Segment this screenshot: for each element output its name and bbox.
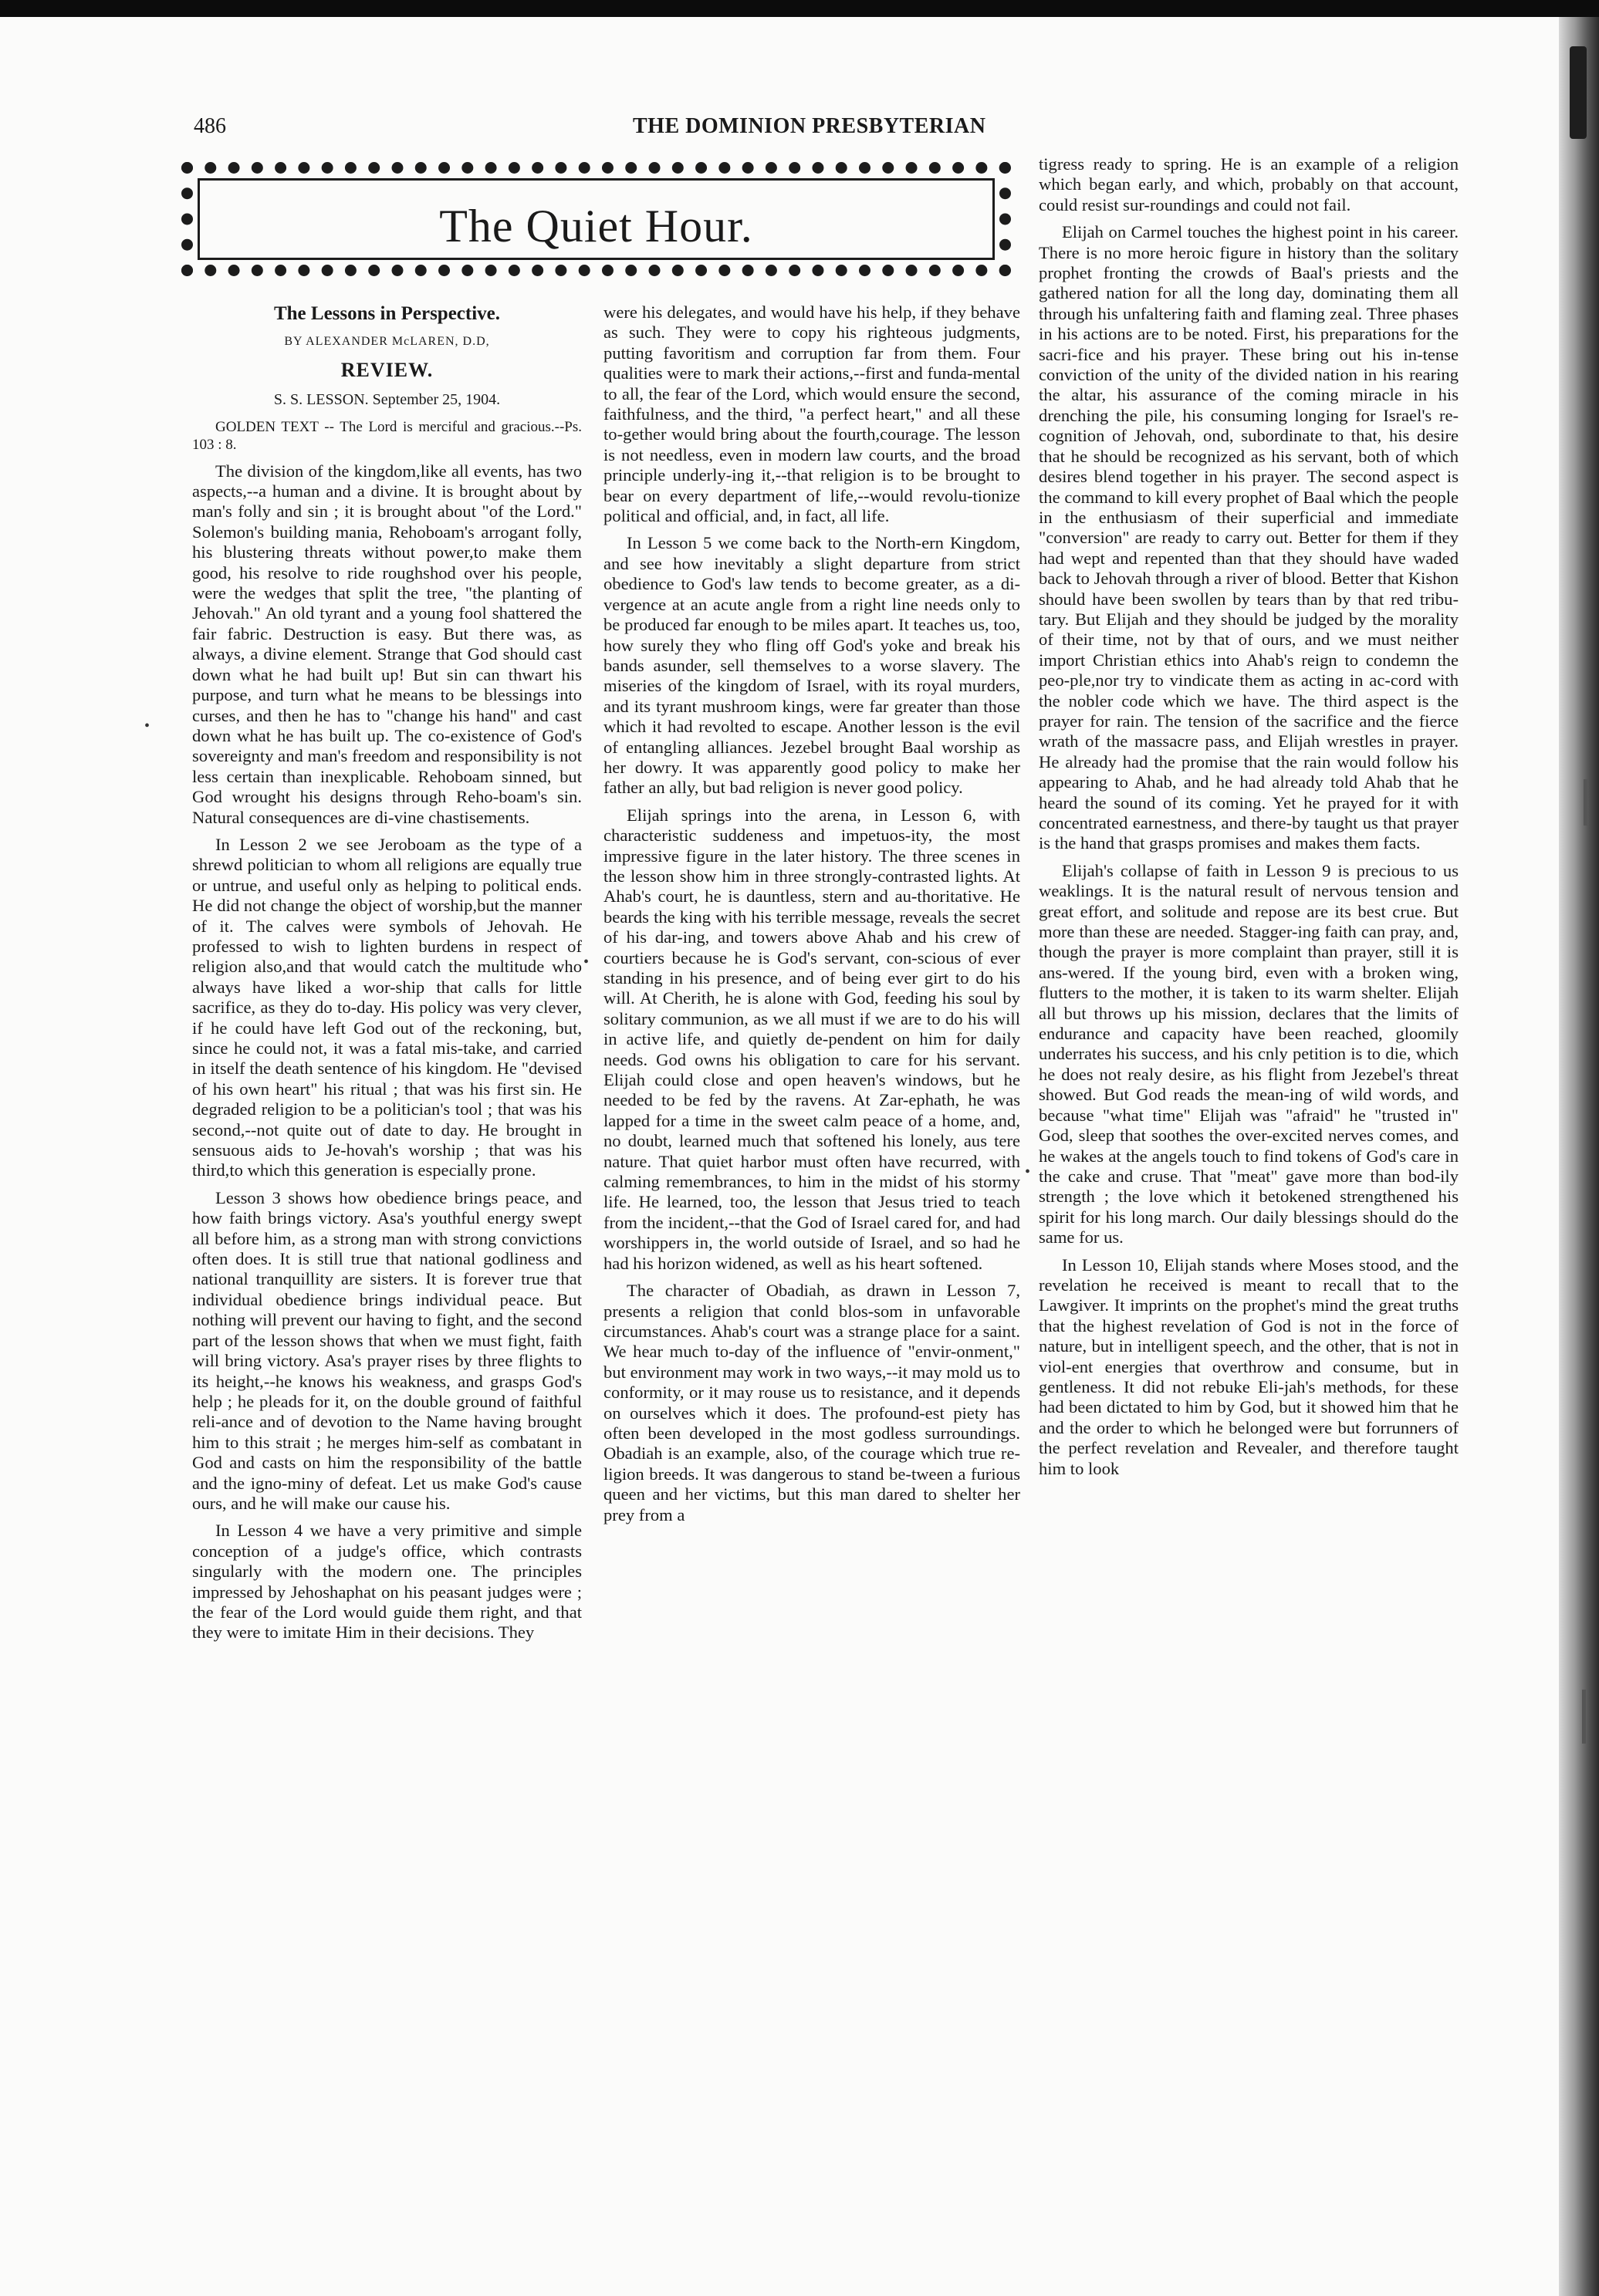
section-title: The Quiet Hour. bbox=[439, 201, 753, 252]
paragraph: Elijah's collapse of faith in Lesson 9 is precious to us weaklings. It is the natural result of nervous tension and great effort, and solitude and repose are its best crue. But more than these are needed. Stagger-ing faith can pray, and, though the prayer is more complaint than prayer, still it is ans-wered. If the young bird, even with a broken wing, flutters to the mother, it is taken to its warm shelter. Elijah all but throws up his mission, declares that the limits of endurance and capacity have been reached, gloomily underrates his success, and his cnly petition is to die, which he does not realy desire, as his flight from Jezebel's threat showed. But God reads the mean-ing of wild words, and because "what time" Elijah was "afraid" he "trusted in" God, sleep that soothes the over-excited nerves comes, and he wakes at the angels touch to find tokens of God's care in the cake and cruse. That "meat" gave more than bod-ily strength ; the love which it betokened strengthened his spirit for his long march. Our daily blessings should do the same for us. bbox=[1039, 860, 1459, 1248]
article-byline: BY ALEXANDER McLAREN, D.D, bbox=[284, 335, 490, 349]
scan-right-edge bbox=[1559, 17, 1599, 2296]
column-right bbox=[1039, 154, 1459, 1486]
scan-edge-speck bbox=[1582, 1690, 1586, 1744]
paragraph: In Lesson 10, Elijah stands where Moses stood, and the revelation he received is meant to recall that to the Lawgiver. It imprints on the prophet's mind the great truths that the highest revelation of God is not in the force of nature, but in intelligent speech, and the other, that is not in viol-ent energies that overthrow and consume, but in gentleness. It did not rebuke Eli-jah's methods, for these had been dictated to him by God, but it showed him that he and the order to which he belonged were but forrunners of the perfect revelation and Revealer, and therefore taught him to look bbox=[1039, 1254, 1459, 1478]
paragraph: The division of the kingdom,like all events, has two aspects,--a human and a divine. It is brought about by man's folly and sin ; it is brought about "of the Lord." Solemon's building mania, Rehoboam's arrogant folly, his blustering threats without power,to make them good, his resolve to ride roughshod over his people, were the wedges that split the tree, "the planting of Jehovah." An old tyrant and a young fool shattered the fair fabric. Destruction is easy. But there was, as always, a divine element. Strange that God should cast down what he had built up! But sin can thwart his purpose, and turn what he means to be blessings into curses, and then he has to "change his hand" and cast down what he has built up. The co-existence of God's sovereignty and man's freedom and responsibility is not less certain than inexplicable. Rehoboam sinned, but God wrought his designs through Reho-boam's sin. Natural consequences are di-vine chastisements. bbox=[192, 461, 582, 827]
running-title: THE DOMINION PRESBYTERIAN bbox=[633, 114, 986, 138]
paragraph: Lesson 3 shows how obedience brings peace, and how faith brings victory. Asa's youthful energy swept all before him, as a strong man with strong convictions often does. It is still true that national godliness and national tranquillity are sisters. It is forever true that individual obedience brings individual peace. But nothing will prevent our having to fight, and the second part of the lesson shows that when we must fight, faith will bring victory. Asa's prayer rises by three flights to its height,--he knows his weakness, and grasps God's help ; he pleads for it, on the double ground of faithful reli-ance and of devotion to the Name having brought him to this strait ; he merges him-self as combatant in God and casts on him the responsibility of the battle and the igno-miny of defeat. Let us make God's cause ours, and he will make our cause his. bbox=[192, 1187, 582, 1513]
paragraph: Elijah springs into the arena, in Lesson 6, with characteristic suddeness and impetuos-ity, the most impressive figure in the later history. The three scenes in the lesson show him in three strongly-contrasted lights. At Ahab's court, he is dauntless, stern and au-thoritative. He beards the king with his terrible message, reveals the secret of his dar-ing, and towers above Ahab and his crew of courtiers because he is God's servant, con-scious of ever standing in his presence, and of being ever girt to do his will. At Cherith, he is alone with God, feeding his soul by solitary communion, as we all must if we are to do his will in active life, and quietly de-pendent on him for daily needs. God owns his obligation to care for his servant. Elijah could close and open heaven's windows, but he needed to be fed by the ravens. At Zar-ephath, he was lapped for a time in the sweet calm peace of a home, and, no doubt, learned much that softened his lonely, aus tere nature. That quiet harbor must often have recurred, with calming remembrances, to him in the midst of his stormy life. He learned, too, the lesson that Jesus tried to teach from the incident,--that the God of Israel cared for, and had worshippers in, the world outside of Israel, and so had he had his horizon widened, as well as his heart softened. bbox=[603, 805, 1020, 1273]
article-title: The Lessons in Perspective. bbox=[273, 303, 501, 324]
section-banner bbox=[181, 162, 1011, 276]
article-subtitle: REVIEW. bbox=[340, 358, 434, 381]
paragraph: were his delegates, and would have his help, if they behave as such. They were to copy his righteous judgments, putting favoritism and corruption far from them. Four qualities were to mark their actions,--first and funda-mental to all, the fear of the Lord, which would ensure the second, faithfulness, and the third, "a perfect heart," and all these to-gether would bring about the fourth,courage. The lesson is not needless, even in modern law courts, and the broad principle underly-ing it,--that religion is to be brought to bear on every department of life,--would revolu-tionize political and official, and, in fact, all life. bbox=[603, 302, 1020, 526]
paragraph: tigress ready to spring. He is an example of a religion which began early, and which, probably on that account, could resist sur-roundings and could not fail. bbox=[1039, 154, 1459, 214]
golden-text: GOLDEN TEXT -- The Lord is merciful and gracious.--Ps. 103 : 8. bbox=[192, 418, 582, 453]
scan-edge-speck bbox=[1584, 779, 1587, 826]
paragraph: In Lesson 4 we have a very primitive and simple conception of a judge's office, which contrasts singularly with the modern one. The principles impressed by Jehoshaphat on his peasant judges were ; the fear of the Lord would guide them right, and that they were to imitate Him in their decisions. They bbox=[192, 1521, 582, 1643]
margin-mark: • bbox=[1025, 1163, 1031, 1180]
margin-mark: • bbox=[144, 718, 150, 734]
paragraph: Elijah on Carmel touches the highest point in his career. There is no more heroic figure in history than the solitary prophet fronting the crowds of Baal's priests and the gathered nation for all the long day, dominating them all through his unfaltering faith and flaming zeal. Three phases in his actions are to be noted. First, his preparations for the sacri-fice and his prayer. These bring out his in-tense conviction of the unity of the divided nation in his rearing the altar, his assurance of the coming miracle in his drenching the pile, his consuming longing for Israel's re-cognition of Jehovah, ond, subordinate to that, his desire that he should be recognized as his servant, both of which desires blend together in his prayer. The second aspect is the command to kill every prophet of Baal which the people in the enthusiasm of their superficial and immediate "conversion" are ready to carry out. Better for them if they had wept and repented than that they should have waded back to Jehovah through a river of blood. Better that Kishon should have been swollen by tears than by that red tribu-tary. But Elijah and they should be judged by the morality of their time, not by that of ours, and we must neither import Christian ethics into Ahab's reign to condemn the peo-ple,nor try to vindicate them as acting in ac-cord with the nobler code which we have. The third aspect is the prayer for rain. The tension of the sacrifice and the fierce wrath of the massacre pass, and Elijah wrestles in prayer. He already had the promise that the rain would follow his appearing to Ahab, and he had already told Ahab that he heard the sound of its coming. Yet he prayed for it with concentrated earnestness, and there-by taught us that prayer is the hand that grasps promises and makes them facts. bbox=[1039, 222, 1459, 853]
scan-top-border bbox=[0, 0, 1599, 17]
column-middle bbox=[603, 302, 1020, 1532]
column-left bbox=[192, 302, 582, 1650]
paragraph: In Lesson 2 we see Jeroboam as the type of a shrewd politician to whom all religions are equally true or untrue, and useful only as helping to political ends. He did not change the object of worship,but the manner of it. The calves were symbols of Jehovah. He professed to wish to lighten burdens in respect of religion also,and that would catch the multitude who always have liked a wor-ship that calls for little sacrifice, as they do to-day. His policy was very clever, if he could have left God out of the reckoning, but, since he could not, it was a fatal mis-take, and carried in itself the death sentence of his kingdom. He "devised of his own heart" his ritual ; that was his first sin. He degraded religion to be a politician's tool ; that was his second,--not quite out of date to day. He brought in sensuous aids to Je-hovah's worship ; that was his third,to which this generation is especially prone. bbox=[192, 834, 582, 1180]
margin-mark: • bbox=[583, 954, 590, 971]
scan-edge-mark bbox=[1570, 46, 1587, 139]
paragraph: The character of Obadiah, as drawn in Lesson 7, presents a religion that conld blos-som in unfavorable circumstances. Ahab's court was a strange place for a saint. We hear much to-day of the influence of "envir-onment," but environment may work in two ways,--it may mold us to conformity, or it may rouse us to resistance, and it depends on ourselves which it does. The profound-est piety has often been developed in the most godless surroundings. Obadiah is an example, also, of the courage which true re-ligion breeds. It was dangerous to stand be-tween a furious queen and her victims, but this man dared to shelter her prey from a bbox=[603, 1281, 1020, 1524]
lesson-date: S. S. LESSON. September 25, 1904. bbox=[273, 391, 501, 409]
paragraph: In Lesson 5 we come back to the North-ern Kingdom, and see how inevitably a slight departure from strict obedience to God's law tends to become greater, as a di-vergence at an acute angle from a right line needs only to be produced far enough to be miles apart. It teaches us, too, how surely they who fling off God's yoke and break his bands asunder, sell themselves to a worse slavery. The miseries of the kingdom of Israel, with its royal murders, and its tyrant mushroom kings, were far greater than those which it had revolted to escape. Another lesson is the evil of entangling alliances. Jezebel brought Baal worship as her dowry. It was apparently good policy to make her father an ally, but bad religion is never good policy. bbox=[603, 533, 1020, 798]
page-number: 486 bbox=[194, 114, 226, 138]
